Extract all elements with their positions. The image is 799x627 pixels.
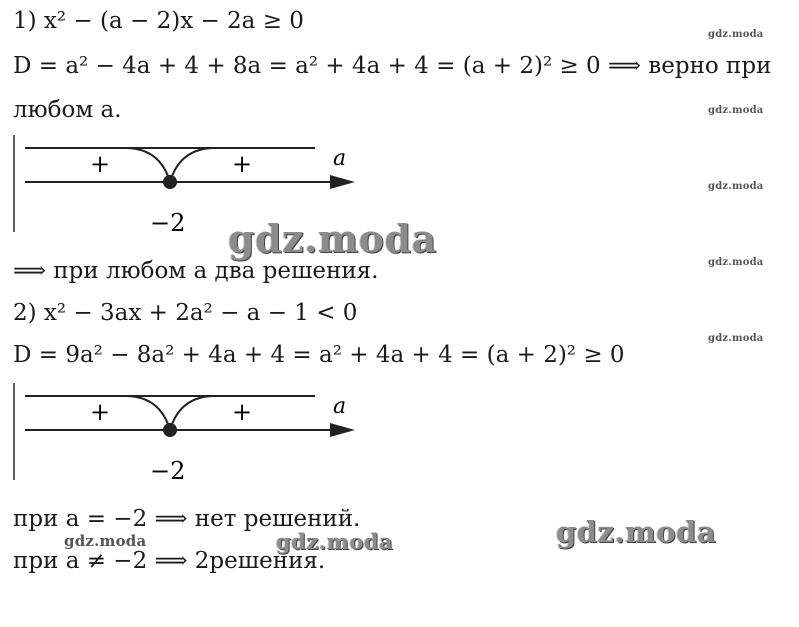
axis-label: a: [333, 394, 347, 419]
part2-case2: при a ≠ −2 ⟹ 2решения.: [13, 548, 326, 574]
part2-inequality: 2) x² − 3ax + 2a² − a − 1 < 0: [13, 300, 358, 326]
watermark: gdz.moda: [708, 333, 764, 344]
watermark: gdz.moda: [708, 257, 764, 268]
axis-arrow-icon: [330, 423, 355, 437]
watermark: gdz.moda: [708, 29, 764, 40]
part1-continuation: любом a.: [13, 97, 122, 123]
part1-discriminant: D = a² − 4a + 4 + 8a = a² + 4a + 4 = (a + 2)² ≥ 0 ⟹ верно при: [13, 53, 772, 79]
sign-plus-left: +: [90, 150, 111, 178]
part1-inequality: 1) x² − (a − 2)x − 2a ≥ 0: [13, 8, 304, 34]
critical-point: [163, 423, 177, 437]
point-label: −2: [150, 457, 186, 485]
watermark: gdz.moda: [708, 105, 764, 116]
sign-plus-right: +: [232, 398, 253, 426]
sign-plus-left: +: [90, 398, 111, 426]
part2-case1: при a = −2 ⟹ нет решений.: [13, 506, 361, 532]
part1-conclusion: ⟹ при любом a два решения.: [13, 258, 379, 284]
sign-diagram-2: [10, 383, 370, 493]
sign-plus-right: +: [232, 150, 253, 178]
watermark: gdz.moda: [708, 181, 764, 192]
point-label: −2: [150, 209, 186, 237]
watermark-large: gdz.moda: [556, 515, 717, 549]
axis-label: a: [333, 146, 347, 171]
critical-point: [163, 175, 177, 189]
part2-discriminant: D = 9a² − 8a² + 4a + 4 = a² + 4a + 4 = (a + 2)² ≥ 0: [13, 342, 625, 368]
watermark-large: gdz.moda: [276, 529, 394, 554]
watermark: gdz.moda: [64, 532, 147, 550]
watermark-large: gdz.moda: [228, 216, 437, 261]
axis-arrow-icon: [330, 175, 355, 189]
